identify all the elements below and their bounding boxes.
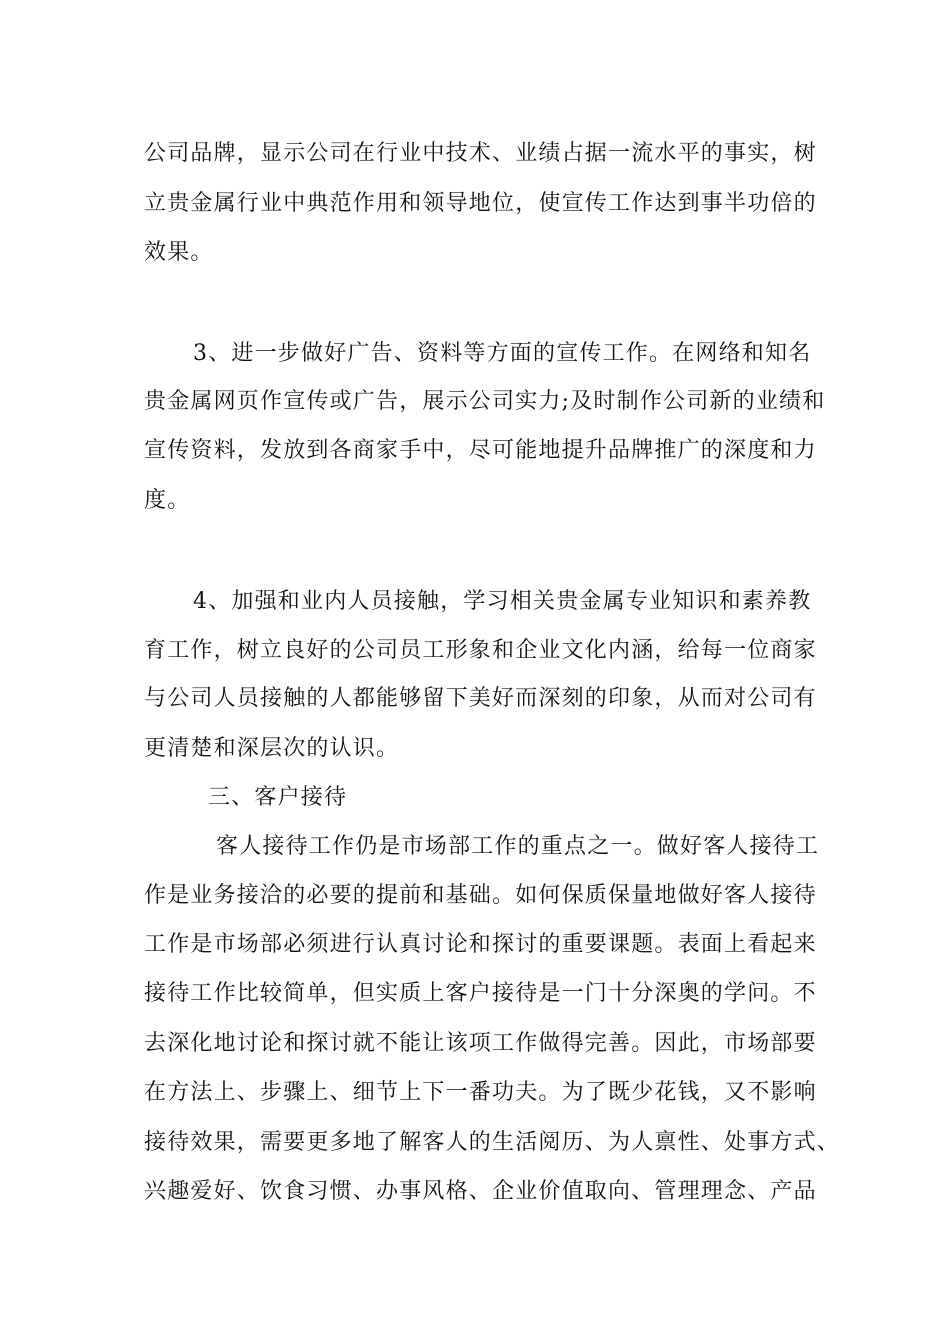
body-text-line: 贵金属网页作宣传或广告，展示公司实力;及时制作公司新的业绩和: [144, 389, 826, 414]
body-text-line: 作是业务接洽的必要的提前和基础。如何保质保量地做好客人接待: [144, 883, 817, 908]
body-text-line: 宣传资料，发放到各商家手中，尽可能地提升品牌推广的深度和力: [144, 438, 817, 463]
body-text-line: 接待工作比较简单，但实质上客户接待是一门十分深奥的学问。不: [144, 981, 817, 1006]
section-4-first-line: 4、加强和业内人员接触，学习相关贵金属专业知识和素养教: [193, 589, 812, 614]
body-text-line: 更清楚和深层次的认识。: [144, 736, 400, 761]
body-text-line: 公司品牌，显示公司在行业中技术、业绩占据一流水平的事实，树: [144, 141, 817, 166]
body-text-line: 工作是市场部必须进行认真讨论和探讨的重要课题。表面上看起来: [144, 932, 817, 957]
section-heading: 三、客户接待: [208, 785, 348, 810]
body-text-line: 在方法上、步骤上、细节上下一番功夫。为了既少花钱，又不影响: [144, 1080, 817, 1105]
body-text-line: 去深化地讨论和探讨就不能让该项工作做得完善。因此，市场部要: [144, 1031, 817, 1056]
body-text-line: 度。: [144, 488, 191, 513]
paragraph-first-line: 客人接待工作仍是市场部工作的重点之一。做好客人接待工: [216, 834, 820, 859]
body-text-line: 育工作，树立良好的公司员工形象和企业文化内涵，给每一位商家: [144, 638, 817, 663]
body-text-line: 接待效果，需要更多地了解客人的生活阅历、为人禀性、处事方式、: [144, 1130, 841, 1155]
body-text-line: 兴趣爱好、饮食习惯、办事风格、企业价值取向、管理理念、产品: [144, 1179, 817, 1204]
body-text-line: 与公司人员接触的人都能够留下美好而深刻的印象，从而对公司有: [144, 686, 817, 711]
body-text-line: 立贵金属行业中典范作用和领导地位，使宣传工作达到事半功倍的: [144, 191, 817, 216]
body-text-line: 效果。: [144, 240, 214, 265]
section-3-first-line: 3、进一步做好广告、资料等方面的宣传工作。在网络和知名: [193, 341, 812, 366]
